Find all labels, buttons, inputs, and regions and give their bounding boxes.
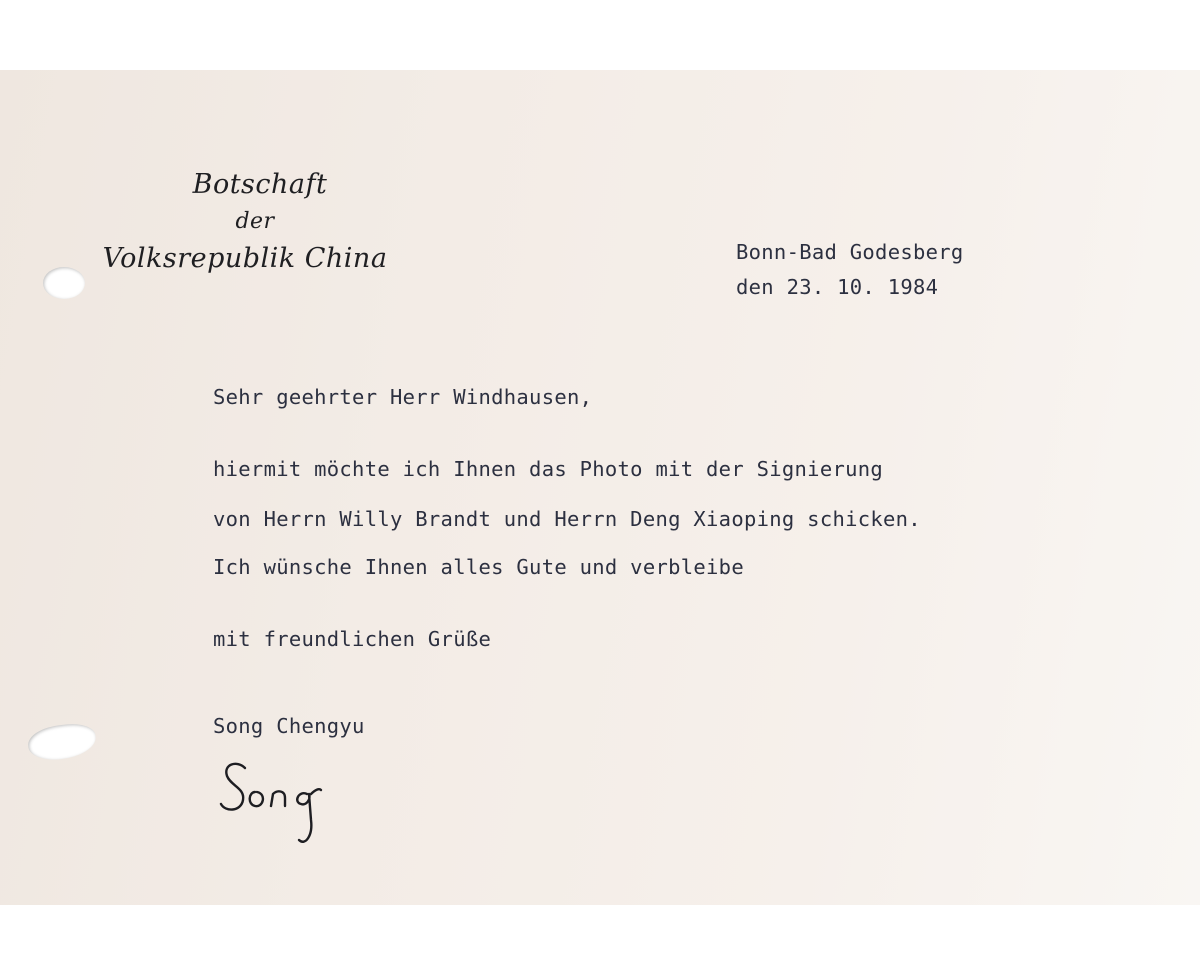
- punch-hole-bottom: [26, 722, 97, 763]
- letter-paper: [0, 70, 1200, 905]
- signer-name: Song Chengyu: [213, 714, 365, 738]
- letterhead-line-3: Volksrepublik China: [102, 243, 388, 274]
- letter-date: den 23. 10. 1984: [736, 275, 939, 299]
- body-line-3: Ich wünsche Ihnen alles Gute und verbleibe: [213, 555, 744, 579]
- letterhead-line-2: der: [235, 209, 275, 234]
- letter-salutation: Sehr geehrter Herr Windhausen,: [213, 385, 593, 409]
- handwritten-signature: [215, 750, 345, 850]
- letter-place: Bonn-Bad Godesberg: [736, 240, 964, 264]
- letter-closing: mit freundlichen Grüße: [213, 627, 492, 651]
- body-line-1: hiermit möchte ich Ihnen das Photo mit der Signierung: [213, 457, 884, 481]
- letterhead-line-1: Botschaft: [192, 169, 328, 200]
- body-line-2: von Herrn Willy Brandt und Herrn Deng Xiaoping schicken.: [213, 507, 921, 531]
- embassy-letterhead: [100, 165, 390, 279]
- punch-hole-top: [43, 267, 85, 299]
